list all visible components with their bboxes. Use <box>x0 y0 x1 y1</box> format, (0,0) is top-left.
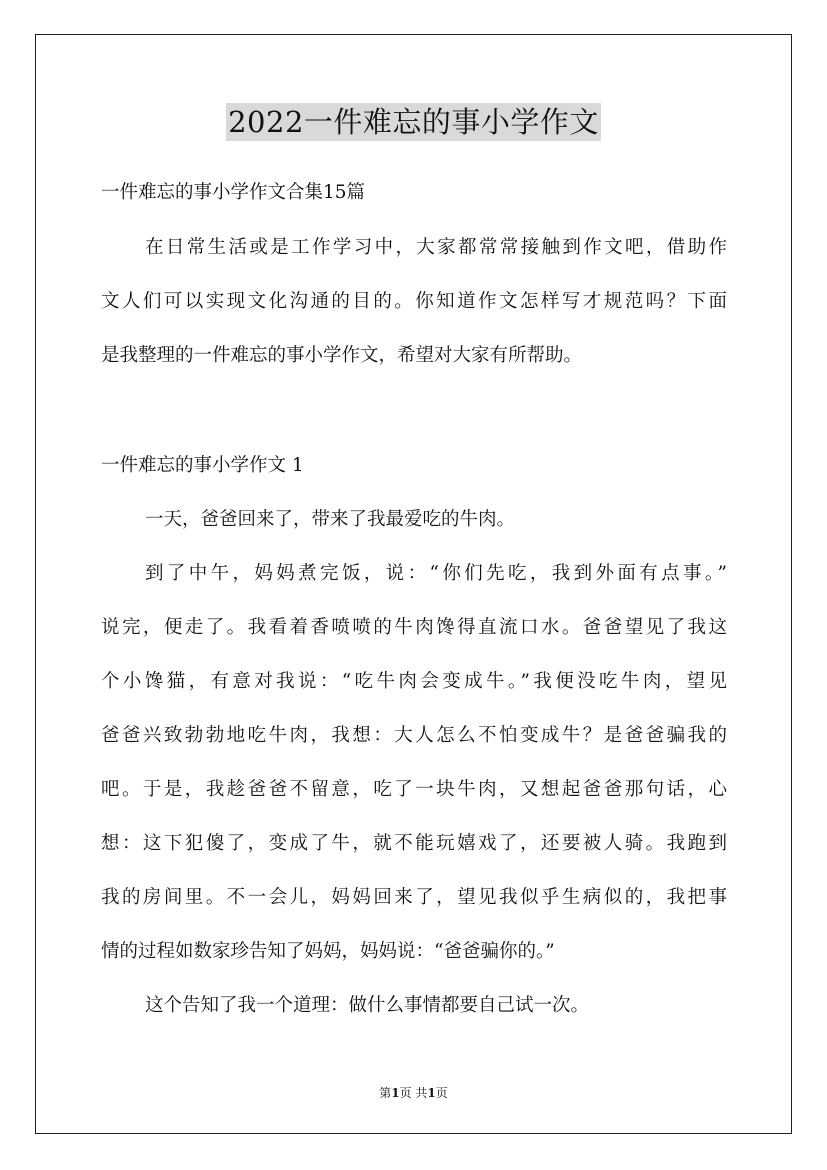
footer-page-current: 1 <box>391 1086 400 1100</box>
footer-page-suffix: 页 <box>435 1086 448 1100</box>
footer-page-mid: 页 共 <box>399 1086 428 1100</box>
paragraph-2-line-2: 说完，便走了。我看着香喷喷的牛肉馋得直流口水。爸爸望见了我这 <box>101 617 727 638</box>
intro-line-1: 在日常生活或是工作学习中，大家都常常接触到作文吧，借助作 <box>145 237 727 258</box>
paragraph-2-line-7: 我的房间里。不一会儿，妈妈回来了，望见我似乎生病似的，我把事 <box>101 887 727 908</box>
paragraph-2-line-8: 情的过程如数家珍告知了妈妈，妈妈说：“爸爸骗你的。” <box>101 941 555 962</box>
page-footer <box>0 1085 827 1101</box>
paragraph-3: 这个告知了我一个道理：做什么事情都要自己试一次。 <box>145 995 590 1016</box>
paragraph-1: 一天，爸爸回来了，带来了我最爱吃的牛肉。 <box>145 509 516 530</box>
paragraph-2-line-1: 到了中午，妈妈煮完饭，说：“你们先吃，我到外面有点事。” <box>145 563 727 584</box>
intro-line-3: 是我整理的一件难忘的事小学作文，希望对大家有所帮助。 <box>101 345 583 366</box>
paragraph-2-line-3: 个小馋猫，有意对我说：“吃牛肉会变成牛。”我便没吃牛肉，望见 <box>101 671 727 692</box>
document-subtitle: 一件难忘的事小学作文合集15篇 <box>101 182 366 203</box>
paragraph-2-line-4: 爸爸兴致勃勃地吃牛肉，我想：大人怎么不怕变成牛？是爸爸骗我的 <box>101 725 727 746</box>
title-container <box>0 103 827 141</box>
paragraph-2-line-5: 吧。于是，我趁爸爸不留意，吃了一块牛肉，又想起爸爸那句话，心 <box>101 779 727 800</box>
section-heading: 一件难忘的事小学作文 1 <box>101 455 304 476</box>
footer-page-total: 1 <box>427 1086 436 1100</box>
intro-line-2: 文人们可以实现文化沟通的目的。你知道作文怎样写才规范吗？下面 <box>101 291 727 312</box>
footer-page-prefix: 第 <box>379 1086 392 1100</box>
document-title: 2022一件难忘的事小学作文 <box>228 105 599 139</box>
paragraph-2-line-6: 想：这下犯傻了，变成了牛，就不能玩嬉戏了，还要被人骑。我跑到 <box>101 833 727 854</box>
